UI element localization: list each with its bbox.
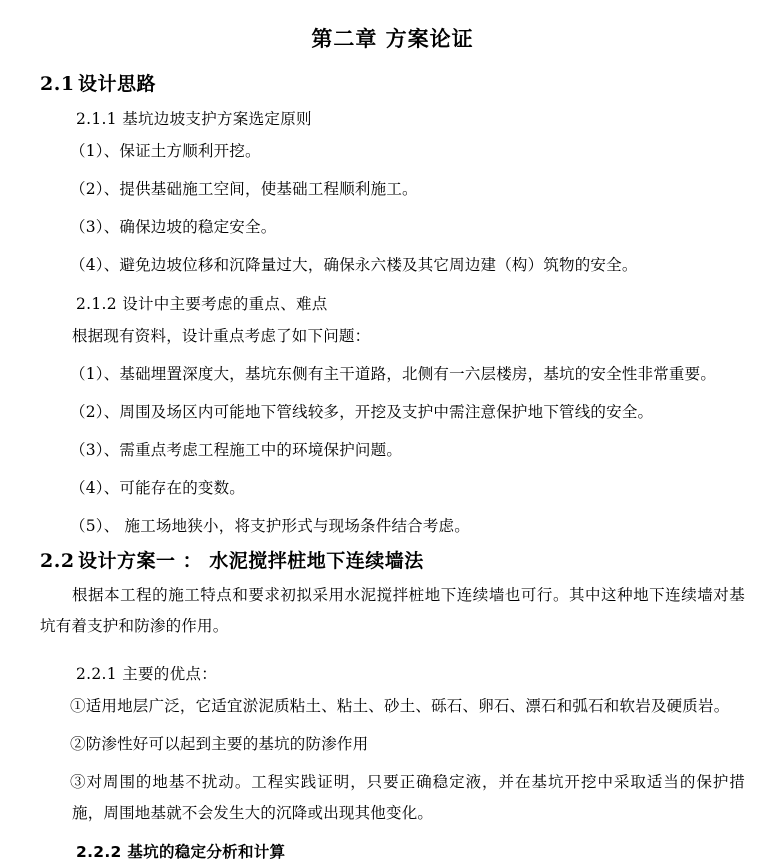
section-number-2-1: 2.1 xyxy=(40,73,75,95)
subsection-title-2-1-2: 设计中主要考虑的重点、难点 xyxy=(122,295,328,313)
section-heading-2-2 xyxy=(40,546,745,573)
list-item: （2）、周围及场区内可能地下管线较多，开挖及支护中需注意保护地下管线的安全。 xyxy=(70,403,654,421)
list-item: ③对周围的地基不扰动。工程实践证明，只要正确稳定液，并在基坑开挖中采取适当的保护措施，周围地基就不会发生大的沉降或出现其他变化。 xyxy=(70,773,745,822)
section-number-2-2: 2.2 xyxy=(40,550,75,572)
subsection-heading-2-1-2 xyxy=(40,292,745,314)
section-title-2-1: 设计思路 xyxy=(78,73,157,95)
lead-paragraph: 根据现有资料，设计重点考虑了如下问题： xyxy=(72,327,371,345)
list-item: ②防渗性好可以起到主要的基坑的防渗作用 xyxy=(70,735,369,753)
list-item: （4）、避免边坡位移和沉降量过大，确保永六楼及其它周边建（构）筑物的安全。 xyxy=(70,256,638,274)
list-item: （3）、确保边坡的稳定安全。 xyxy=(70,218,277,236)
list-item: （1）、基础埋置深度大，基坑东侧有主干道路，北侧有一六层楼房，基坑的安全性非常重要。 xyxy=(70,365,717,383)
subsection-heading-2-2-1 xyxy=(40,662,745,684)
list-item: （4）、可能存在的变数。 xyxy=(70,479,246,497)
list-item: （1）、保证土方顺利开挖。 xyxy=(70,142,261,160)
subsection-title-2-1-1: 基坑边坡支护方案选定原则 xyxy=(122,110,312,128)
subsection-number-2-2-1: 2.2.1 xyxy=(76,665,117,683)
list-item: （5）、 施工场地狭小，将支护形式与现场条件结合考虑。 xyxy=(70,517,470,535)
section-intro-paragraph: 根据本工程的施工特点和要求初拟采用水泥搅拌桩地下连续墙也可行。其中这种地下连续墙对基坑有着支护和防渗的作用。 xyxy=(40,586,745,635)
subsection-number-2-2-2: 2.2.2 xyxy=(76,843,122,861)
subsection-number-2-1-1: 2.1.1 xyxy=(76,110,117,128)
section-heading-2-1 xyxy=(40,69,745,96)
subsection-number-2-1-2: 2.1.2 xyxy=(76,295,117,313)
chapter-title: 第二章 方案论证 xyxy=(311,27,474,51)
list-item: （3）、需重点考虑工程施工中的环境保护问题。 xyxy=(70,441,403,459)
subsection-heading-2-2-2 xyxy=(40,840,745,862)
list-item: （2）、提供基础施工空间，使基础工程顺利施工。 xyxy=(70,180,418,198)
subsection-heading-2-1-1 xyxy=(40,107,745,129)
section-title-2-2: 设计方案一 ： 水泥搅拌桩地下连续墙法 xyxy=(78,550,424,572)
subsection-title-2-2-2: 基坑的稳定分析和计算 xyxy=(127,843,286,861)
list-item: ①适用地层广泛，它适宜淤泥质粘土、粘土、砂土、砾石、卵石、漂石和弧石和软岩及硬质岩。 xyxy=(70,697,730,715)
subsection-title-2-2-1: 主要的优点： xyxy=(122,665,217,683)
